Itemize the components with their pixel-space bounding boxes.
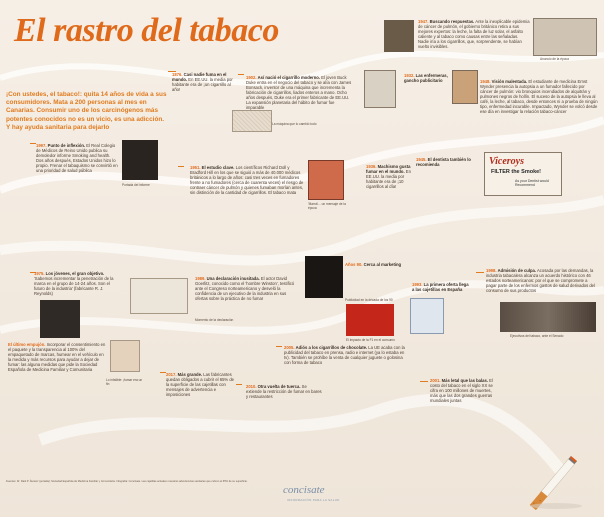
nurse-ad-image [364, 70, 396, 108]
entry-1876: 1876. Casi nadie fuma en el mundo. En EE.UU. la media por habitante era de ¡un cigarrillo al año! [172, 72, 233, 92]
caption-1975b: Lo infalible: ¡fumar era un fin [106, 378, 143, 386]
cigarette-illustration [516, 450, 596, 510]
caption-1989: Momento de la declaración [195, 318, 234, 322]
entry-1932: 1932. Las enfermeras, gancho publicitario [404, 73, 448, 83]
entry-1997: 1997. Punto de inflexión. El Real Colegio de Médicos de Reino Unido publica su demoledor informe Smoking and health. Dos años después, Estados Unidos hizo lo propio. Frenar el tabaquismo se convirtió en una prioridad de salud pública [36, 143, 118, 173]
concisate-logo: concisate [283, 484, 325, 496]
baby-ad-image [308, 160, 344, 200]
viceroys-tagline: FILTER the Smoke! [491, 169, 542, 175]
entry-1951: 1951. El estudio clave. Los científicos Richard Doll y Bradford Hill en los que se siguió a más de 40.000 médicos británicos a lo largo de años: casi tres veces en fumadores frente a no fumadores (cerca de cuarenta veces) el riesgo de contraer cáncer de pulmón y quienes fumaban morían antes, sin distinción de la cantidad de cigarrillos. El tabaco mata [190, 165, 304, 195]
warning-pack-image [410, 298, 444, 334]
f1-ad-image [305, 256, 343, 298]
entry-2001: 2001. Más letal que las balas. El costo del tabaco en el siglo XX se cifra en 100 millones de muertes, más que las dos grandes guerras mundiales juntas [430, 378, 493, 403]
viceroys-ad-image [484, 152, 562, 196]
entry-1998: 1998. Admisión de culpa. Acosada por las demandas, la industria tabacalera alcanza un acuerdo histórico con 46 estados norteamericanos: por el que se compromete a pagar parte de los enfermos gastos de salud derivados del consumo de sus productos [486, 268, 595, 293]
testimony-image [130, 278, 188, 314]
entry-1945: 1945. El dentista también lo recomienda [416, 157, 471, 167]
entry-2010: 2010. Otra vuelta de tuerca. Se extiende la restricción de fumar en bares y restaurantes [246, 384, 322, 399]
girl-smoking-image [40, 300, 80, 338]
page-title: El rastro del tabaco [14, 12, 279, 49]
caption-1990b: El impacto de la F1 en el consumo [346, 338, 395, 342]
ad-1947-image [384, 20, 414, 52]
nurse-2-image [452, 70, 478, 104]
caption-1947: Anuncio de la época [540, 57, 569, 61]
logo-subtitle: INFORMACIÓN PARA LA SALUD [287, 498, 340, 502]
entry-1948: 1948. Visión malentada. El estudiante de medicina Ernst Wynder presencia la autopsia a un fumador fallecido por cáncer de pulmón: vio bronquios incendiados de alquitrán y pulmones negros de hollín. El suceso de la autopsia le lleva al café, la leche, al tabaco, desde entonces ni a prueba de ningún tipo, enfermedad incurable. Impactado, Wynder se volcó desde ese día en investigar la relación tabaco-cáncer [480, 79, 598, 114]
footer-sources: Fuentes: Dr. Raúl P. Álvarez (portada); Sociedad Española de Medicina Familiar y Comunitaria. Infografía: Concisate. Las cajetillas actuales muestran advertencias sanitarias que cubren el 65% de su superficie. [6, 480, 248, 483]
entry-1947: 1947. Buscando respuestas. Ante la inexplicable epidemia de cáncer de pulmón, el gobierno británico retira a sus mejores expertos: la leche, la falta de luz solar, el asfalto caliente y al tabaco como causas entre las señaladas. Nadie iría a los cigarrillos, que, sorprendente, se habían vuelto invisibles. [418, 19, 530, 49]
caption-1990s: Publicidad en la década de los 90 [345, 298, 393, 302]
entry-2005: 2005. Adiós a los cigarrillos de chocolate. La UE acaba con la publicidad del tabaco en prensa, radio e internet (ya lo estaba en tv). También se prohíbe la venta de cualquier juguete o golosina con forma de tabaco [284, 345, 405, 365]
machine-drawing-image [232, 110, 272, 132]
entry-1990s: Años 90. Cerca al marketing [345, 262, 402, 267]
caption-1998: Ejecutivos del tabaco, ante el Senado [510, 334, 564, 338]
caption-1997: Portada del informe [122, 183, 150, 187]
viceroys-brand: Viceroys [489, 156, 524, 167]
report-cover-image [122, 140, 158, 180]
viceroys-sub: As your Dentist would Recommend [515, 179, 549, 188]
entry-1993: 1993. La primera oferta llega a las cajetillas en España [412, 282, 469, 292]
entry-1902: 1902. Así nació el cigarrillo moderno. El joven Buck Duke entra en el negocio del tabaco y se alía con James Bonsack, inventor de una máquina que incrementa la fabricación de cigarrillos, liados enteros a mano. Ocho años después, Duke era el primer fabricante de EE.UU. La expansión planetaria del hábito de fumar fue imparable [246, 75, 352, 110]
entry-1975: 1975. Los jóvenes, el gran objetivo. 'Sabemos incrementar la penetración de la marca en el grupo de 14-24 años. Son el futuro de la industria' (fabricante R. J. Reynolds) [34, 271, 114, 296]
entry-ultimo: El último empujón. Incorporar el consentimiento en el paquete y la transparencia al 100% del empaquetado de marcas, humear en el vehículo en la medida y más recursos para ayudar a dejar de fumar: las alguna medidas que pide la Sociedad Española de Medicina Familiar y Comunitaria [8, 342, 106, 372]
red-pack-image [346, 304, 394, 336]
executives-image [500, 302, 596, 332]
caption-1902: La máquina que lo cambió todo [272, 122, 317, 126]
intro-text: ¡Con ustedes, el tabaco!: quita 14 años de vida a sus consumidores. Mata a 200 personas al mes en Canarias. Consumir uno de los carcinógenos más potentes conocidos no es un vicio, es una adicción. Y hay ayuda sanitaria para dejarlo [6, 91, 167, 131]
entry-1936: 1936. Machismo gusta fumar en el mundo. En EE.UU. la media por habitante era de ¡10 cigarrillos al día! [366, 164, 411, 189]
girl-cigarette-image [110, 340, 140, 372]
entry-1989: 1989. Una declaración inusitada. El actor David Goerlitz, conocido como el 'hombre Winston', testificó ante el Congreso norteamericano y desveló la confidencia de un ejecutivo de la industria en sus ofertas sobre la práctica de no fumar [195, 276, 295, 301]
ad-1947-right-image [533, 18, 597, 56]
caption-1951: 'Mamá'... un mensaje de la época [308, 202, 346, 210]
entry-2017: 2017. Más grande. Las fabricantes quedan obligados a cubrir el 65% de la superficie de las cajetillas con mensajes de advertencia e imposiciones [166, 372, 234, 397]
